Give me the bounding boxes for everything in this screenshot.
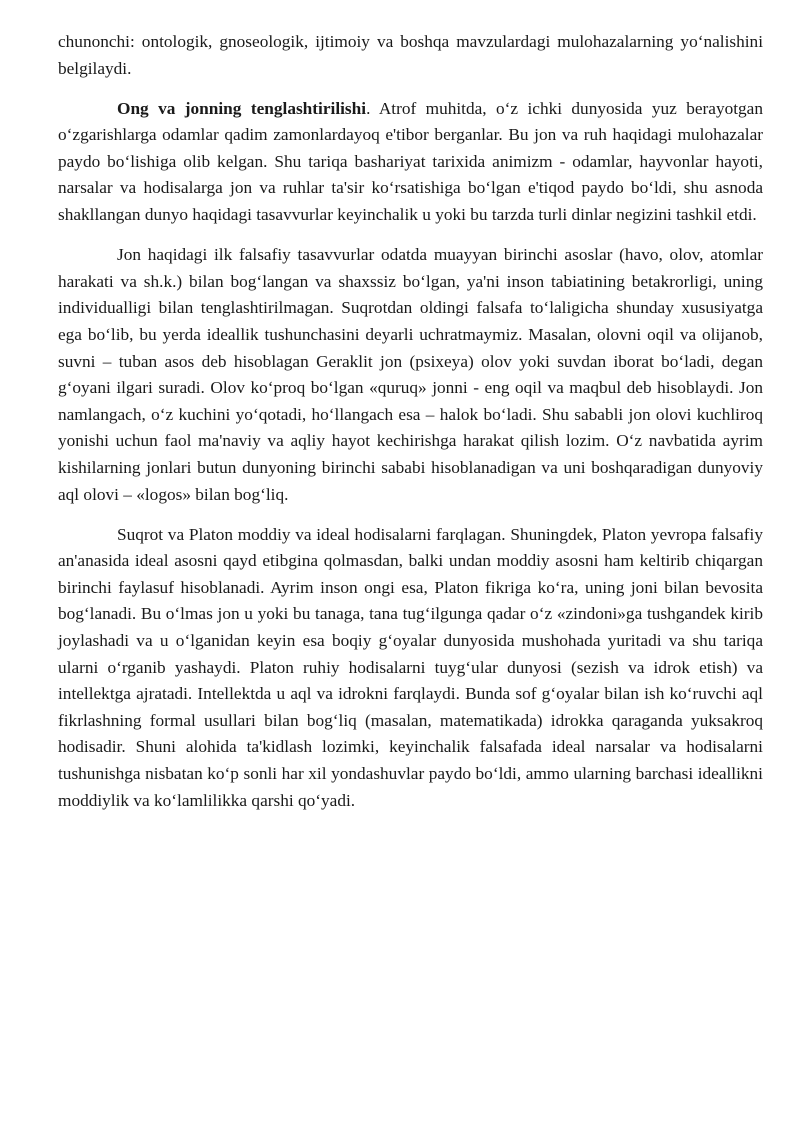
paragraph-consciousness-soul bbox=[58, 96, 763, 229]
paragraph-text: . Atrof muhitda, o‘z ichki dunyosida yuz berayotgan o‘zgarishlarga odamlar qadim zamonlardayoq e'tibor berganlar. Bu jon va ruh haqidagi mulohazalar paydo bo‘lishiga olib kelgan. Shu tariqa bashariyat tarixida animizm - odamlar, hayvonlar hayoti, narsalar va hodisalarga jon va ruhlar ta'sir ko‘rsatishiga bo‘lgan e'tiqod paydo bo‘ldi, shu asnoda shakllangan dunyo haqidagi tasavvurlar keyinchalik u yoki bu tarzda turli dinlar negizini tashkil etdi. bbox=[58, 98, 763, 225]
paragraph-socrates-plato bbox=[58, 522, 763, 815]
paragraph-text: Suqrot va Platon moddiy va ideal hodisalarni farqlagan. Shuningdek, Platon yevropa falsafiy an'anasida ideal asosni qayd etibgina qolmasdan, balki undan moddiy asosni ham keltirib chiqargan birinchi faylasuf hisoblanadi. Ayrim inson ongi esa, Platon fikriga ko‘ra, uning joni bilan bevosita bog‘lanadi. Bu o‘lmas jon u yoki bu tanaga, tana tug‘ilgunga qadar o‘z «zindoni»ga tushgandek kirib joylashadi va u o‘lganidan keyin esa boqiy g‘oyalar dunyosida mushohada yuritadi va shu tariqa ularni o‘rganib yashaydi. Platon ruhiy hodisalarni tuyg‘ular dunyosi (sezish va idrok etish) va intellektga ajratadi. Intellektda u aql va idrokni farqlaydi. Bunda sof g‘oyalar bilan ish ko‘ruvchi aql fikrlashning formal usullari bilan bog‘liq (masalan, matematikada) idrokka qaraganda yuksakroq hodisadir. Shuni alohida ta'kidlash lozimki, keyinchalik falsafada ideal narsalar va hodisalarni tushunishga nisbatan ko‘p sonli har xil yondashuvlar paydo bo‘ldi, ammo ularning barchasi ideallikni moddiylik va ko‘lamlilikka qarshi qo‘yadi. bbox=[58, 524, 763, 810]
paragraph-text: chunonchi: ontologik, gnoseologik, ijtimoiy va boshqa mavzulardagi mulohazalarning yo‘nalishini belgilaydi. bbox=[58, 32, 763, 78]
paragraph-text: Jon haqidagi ilk falsafiy tasavvurlar odatda muayyan birinchi asoslar (havo, olov, atomlar harakati va sh.k.) bilan bog‘langan va shaxssiz bo‘lgan, ya'ni inson tabiatining betakrorligi, uning individualligi bilan tenglashtirilmagan. Suqrotdan oldingi falsafa to‘laligicha shunday xususiyatga ega bo‘lib, bu yerda ideallik tushunchasini deyarli uchratmaymiz. Masalan, olovni oqil va olijanob, suvni – tuban asos deb hisoblagan Geraklit jon (psixeya) olov yoki suvdan iborat bo‘ladi, degan g‘oyani ilgari suradi. Olov ko‘proq bo‘lgan «quruq» jonni - eng oqil va maqbul deb hisoblaydi. Jon namlangach, o‘z kuchini yo‘qotadi, ho‘llangach esa – halok bo‘ladi. Shu sababli jon olovi kuchliroq yonishi uchun faol ma'naviy va aqliy hayot kechirishga harakat qilish lozim. O‘z navbatida ayrim kishilarning jonlari butun dunyoning birinchi sababi hisoblanadigan va uni boshqaradigan dunyoviy aql olovi – «logos» bilan bog‘liq. bbox=[58, 245, 763, 504]
paragraph-early-philosophy bbox=[58, 242, 763, 508]
paragraph-continuation bbox=[58, 29, 763, 82]
document-page bbox=[58, 29, 763, 814]
section-heading: Ong va jonning tenglashtirilishi bbox=[117, 98, 367, 118]
